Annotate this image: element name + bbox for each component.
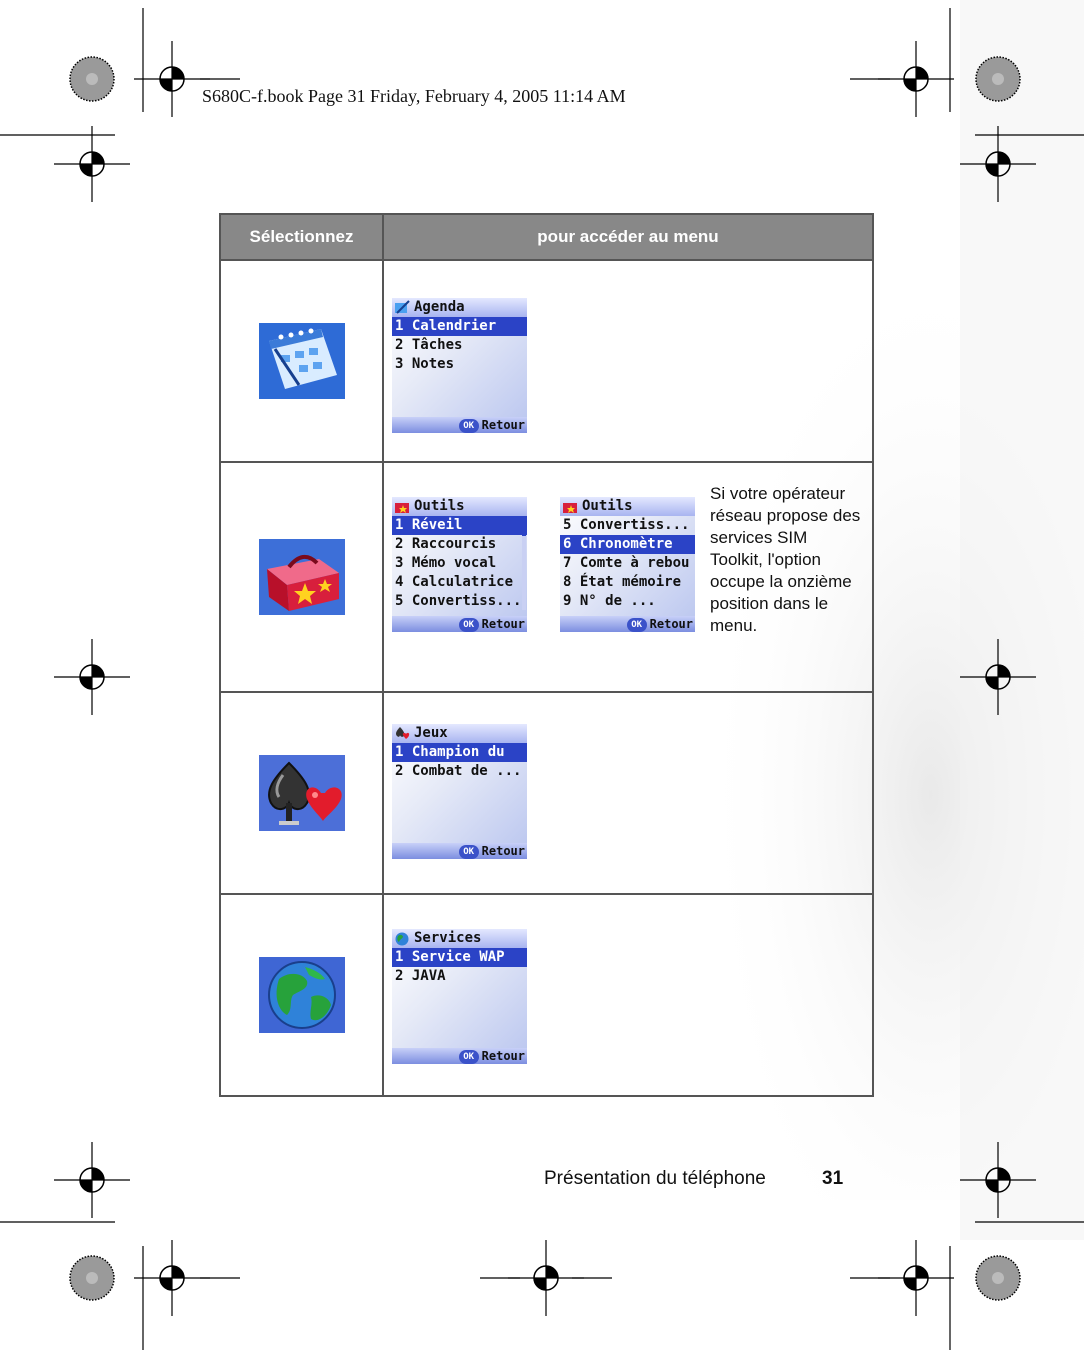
screen-title-bar: Jeux [392, 724, 527, 743]
back-softkey[interactable]: Retour [481, 418, 525, 432]
phone-screen-tools-1 [392, 497, 527, 632]
screen-title-bar: Outils [560, 497, 695, 516]
phone-screen-agenda [392, 298, 527, 433]
back-softkey[interactable]: Retour [481, 844, 525, 858]
phone-screen-tools-2 [560, 497, 695, 632]
menu-item[interactable]: 9 N° de ... [563, 593, 656, 609]
back-softkey[interactable]: Retour [481, 617, 525, 631]
softkey-bar [392, 1048, 527, 1064]
menu-item[interactable]: 3 Notes [395, 356, 455, 372]
tools-toolbox-icon [259, 539, 345, 615]
ok-button[interactable]: OK [459, 1050, 479, 1064]
phone-screen-services [392, 929, 527, 1064]
menu-item[interactable]: 2 Tâches [395, 337, 463, 353]
screen-title-bar: Services [392, 929, 527, 948]
back-softkey[interactable]: Retour [481, 1049, 525, 1063]
toolbox-icon [562, 499, 579, 514]
agenda-calendar-icon [259, 323, 345, 399]
menu-item[interactable]: 1 Réveil [392, 516, 527, 535]
back-softkey[interactable]: Retour [649, 617, 693, 631]
screen-title-bar: Agenda [392, 298, 527, 317]
phone-screen-games [392, 724, 527, 859]
header-access-menu: pour accéder au menu [383, 214, 873, 260]
menu-item[interactable]: 6 Chronomètre [560, 535, 695, 554]
games-icon [394, 726, 411, 741]
softkey-bar [392, 616, 527, 632]
menu-item[interactable]: 2 JAVA [395, 968, 446, 984]
ok-button[interactable]: OK [459, 845, 479, 859]
book-header: S680C-f.book Page 31 Friday, February 4, 2005 11:14 AM [202, 86, 626, 106]
table-row [220, 894, 873, 1096]
globe-icon [394, 931, 411, 946]
table-row [220, 462, 873, 692]
menu-item[interactable]: 1 Calendrier [392, 317, 527, 336]
menu-item[interactable]: 1 Champion du [392, 743, 527, 762]
footer-chapter-title: Présentation du téléphone [544, 1168, 766, 1189]
menu-item[interactable]: 3 Mémo vocal [395, 555, 497, 571]
menu-item[interactable]: 2 Combat de ... [395, 763, 522, 779]
menu-table [219, 213, 874, 1097]
softkey-bar [392, 417, 527, 433]
menu-item[interactable]: 2 Raccourcis [395, 536, 497, 552]
toolbox-icon [394, 499, 411, 514]
menu-item[interactable]: 1 Service WAP [392, 948, 527, 967]
ok-button[interactable]: OK [459, 618, 479, 632]
screen-title-bar: Outils [392, 497, 527, 516]
table-row [220, 260, 873, 462]
ok-button[interactable]: OK [459, 419, 479, 433]
menu-item[interactable]: 5 Convertiss... [563, 517, 690, 533]
softkey-bar [392, 843, 527, 859]
menu-item[interactable]: 7 Comte à rebou [563, 555, 690, 571]
agenda-icon [394, 300, 411, 315]
menu-item[interactable]: 4 Calculatrice [395, 574, 514, 590]
games-cards-icon [259, 755, 345, 831]
page-number: 31 [822, 1168, 844, 1189]
header-select: Sélectionnez [220, 214, 383, 260]
scrollbar[interactable] [522, 518, 526, 610]
menu-item[interactable]: 5 Convertiss... [395, 593, 522, 609]
menu-item[interactable]: 8 État mémoire [563, 574, 682, 590]
softkey-bar [560, 616, 695, 632]
services-globe-icon [259, 957, 345, 1033]
ok-button[interactable]: OK [627, 618, 647, 632]
sim-toolkit-note: Si votre opérateur réseau propose des services SIM Toolkit, l'option occupe la onzième position dans le menu. [710, 484, 861, 635]
table-row [220, 692, 873, 894]
